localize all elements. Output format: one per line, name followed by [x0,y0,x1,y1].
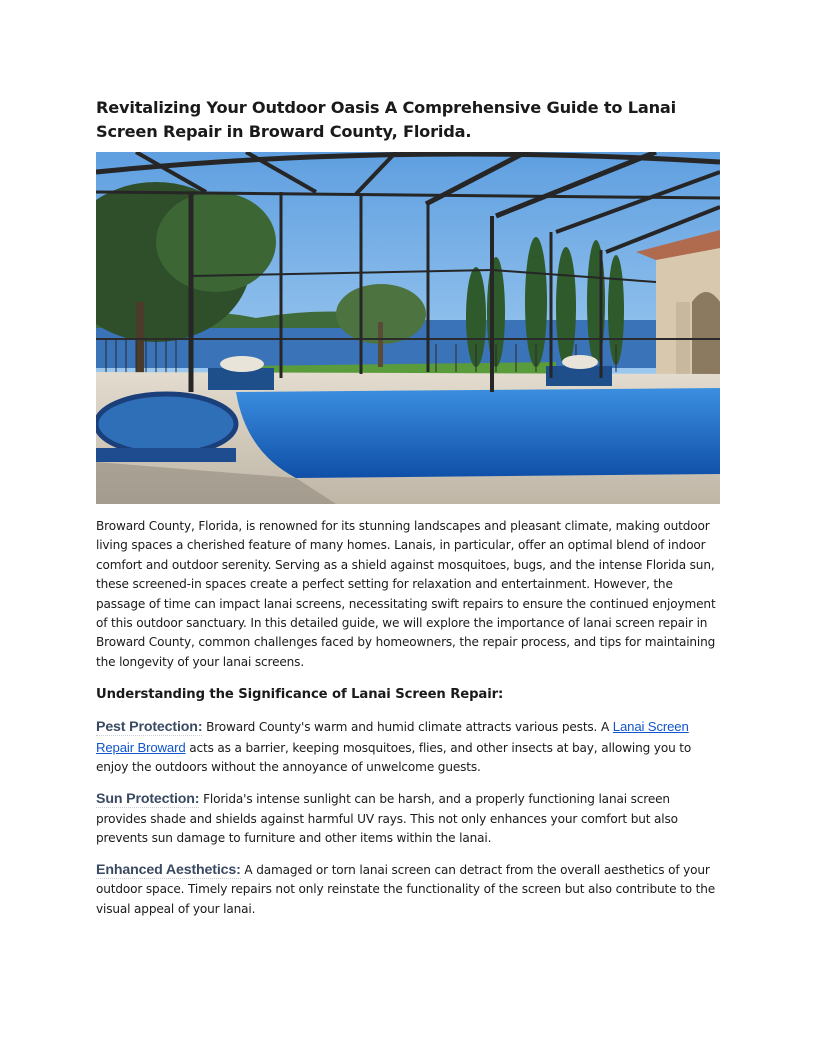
aesthetics-text: A damaged or torn lanai screen can detract from the overall aesthetics of your outdoor space. Timely repairs not only reinstate the functionality of the screen but also contribute to the visual appeal of your lanai. [96,862,716,916]
sun-protection-paragraph [96,790,722,849]
pest-protection-paragraph [96,717,722,778]
pest-text-after: acts as a barrier, keeping mosquitoes, flies, and other insects at bay, allowing you to enjoy the outdoors without the annoyance of unwelcome guests. [96,740,692,775]
document-page [96,96,722,920]
pest-text-before: Broward County's warm and humid climate attracts various pests. A [202,720,613,735]
intro-paragraph: Broward County, Florida, is renowned for its stunning landscapes and pleasant climate, making outdoor living spaces a cherished feature of many homes. Lanais, in particular, offer an optimal blend of indoor comfort and outdoor serenity. Serving as a shield against mosquitoes, bugs, and the intense Florida sun, these screened-in spaces create a perfect setting for relaxation and entertainment. However, the passage of time can impact lanai screens, necessitating swift repairs to ensure the continued enjoyment of this outdoor sanctuary. In this detailed guide, we will explore the importance of lanai screen repair in Broward County, common challenges faced by homeowners, the repair process, and tips for maintaining the longevity of your lanai screens. [96,519,716,669]
enhanced-aesthetics-paragraph [96,861,722,920]
lanai-screen-repair-link[interactable]: Lanai Screen Repair Broward [96,719,689,755]
document-title: Revitalizing Your Outdoor Oasis A Comprehensive Guide to Lanai Screen Repair in Broward County, Florida. [96,98,676,141]
enhanced-aesthetics-label: Enhanced Aesthetics: [96,861,241,878]
sun-protection-label: Sun Protection: [96,791,200,808]
sun-text: Florida's intense sunlight can be harsh, and a properly functioning lanai screen provides shade and shields against harmful UV rays. This not only enhances your comfort but also prevents sun damage to furniture and other items within the lanai. [96,792,678,846]
section-heading: Understanding the Significance of Lanai Screen Repair: [96,687,504,703]
pool-enclosure-image [96,152,720,504]
pest-protection-label: Pest Protection: [96,719,203,736]
